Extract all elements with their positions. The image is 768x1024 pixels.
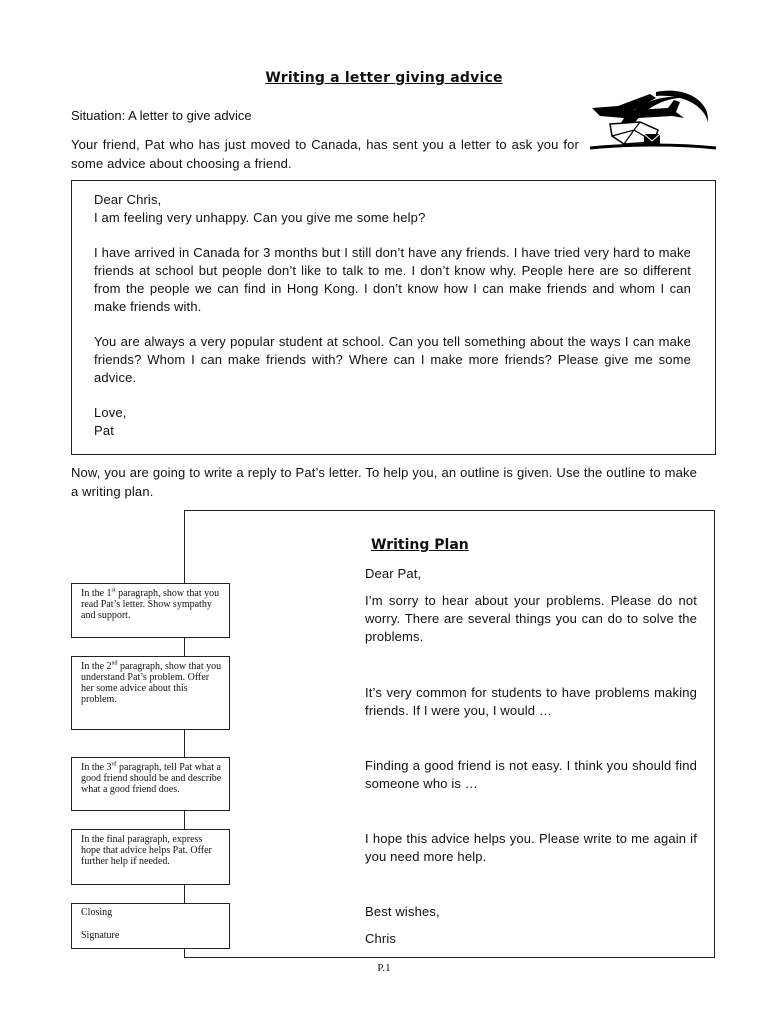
- pat-letter-box: [71, 180, 716, 455]
- outline-note-final-paragraph: [71, 829, 230, 885]
- instruction-text: Now, you are going to write a reply to Pat’s letter. To help you, an outline is given. Use the outline to make a writing plan.: [71, 465, 697, 499]
- note3-text-start: In the 3: [81, 762, 112, 773]
- outline-note-paragraph-2: [71, 656, 230, 730]
- letter-closing: Love,: [94, 405, 127, 420]
- note4-text: In the final paragraph, express hope that advice helps Pat. Offer further help if needed.: [81, 834, 212, 867]
- letter-greeting: Dear Chris,: [94, 192, 162, 207]
- note5-closing: Closing: [81, 907, 113, 918]
- plan-para3: Finding a good friend is not easy. I think you should find someone who is …: [365, 758, 697, 791]
- airplane-logo-icon: [588, 86, 718, 156]
- note3-ordinal: rd: [111, 761, 117, 768]
- plan-para2: It’s very common for students to have problems making friends. If I were you, I would …: [365, 685, 697, 718]
- note2-text-end: paragraph, show that you understand Pat’s problem. Offer her some advice about this problem.: [81, 661, 222, 705]
- intro-text: Your friend, Pat who has just moved to Canada, has sent you a letter to ask you for some advice about choosing a friend.: [71, 137, 579, 171]
- note1-text-end: paragraph, show that you read Pat’s letter. Show sympathy and support.: [81, 588, 220, 621]
- note1-text-start: In the 1: [81, 588, 112, 599]
- plan-para4: I hope this advice helps you. Please write to me again if you need more help.: [365, 831, 697, 864]
- letter-line1: I am feeling very unhappy. Can you give me some help?: [94, 210, 426, 225]
- page-title: Writing a letter giving advice: [265, 70, 503, 86]
- letter-signature: Pat: [94, 423, 114, 438]
- plan-greeting: Dear Pat,: [365, 566, 422, 581]
- outline-note-paragraph-3: [71, 757, 230, 811]
- outline-connector-line: [184, 511, 185, 958]
- outline-note-closing-signature: [71, 903, 230, 949]
- plan-para1: I’m sorry to hear about your problems. Please do not worry. There are several things you can do to solve the problems.: [365, 593, 697, 644]
- note2-text-start: In the 2: [81, 661, 112, 672]
- outline-note-paragraph-1: [71, 583, 230, 638]
- plan-signature: Chris: [365, 931, 397, 946]
- note5-signature: Signature: [81, 930, 120, 941]
- note2-ordinal: nd: [111, 660, 118, 667]
- situation-text: Situation: A letter to give advice: [71, 108, 252, 123]
- plan-closing: Best wishes,: [365, 904, 440, 919]
- writing-plan-title: Writing Plan: [371, 537, 469, 553]
- note3-text-end: paragraph, tell Pat what a good friend should be and describe what a good friend does.: [81, 762, 222, 795]
- letter-para1: I have arrived in Canada for 3 months but I still don’t have any friends. I have tried very hard to make friends at school but people don’t like to talk to me. I don’t know why. People here are so different from the people we can find in Hong Kong. I don’t know how I can make friends and whom I can make friends with.: [94, 245, 691, 314]
- letter-para2: You are always a very popular student at school. Can you tell something about the ways I can make friends? Whom I can make friends with? Where can I make more friends? Please give me some advice.: [94, 334, 691, 385]
- page-number: P.1: [377, 962, 391, 974]
- note1-ordinal: st: [111, 587, 116, 594]
